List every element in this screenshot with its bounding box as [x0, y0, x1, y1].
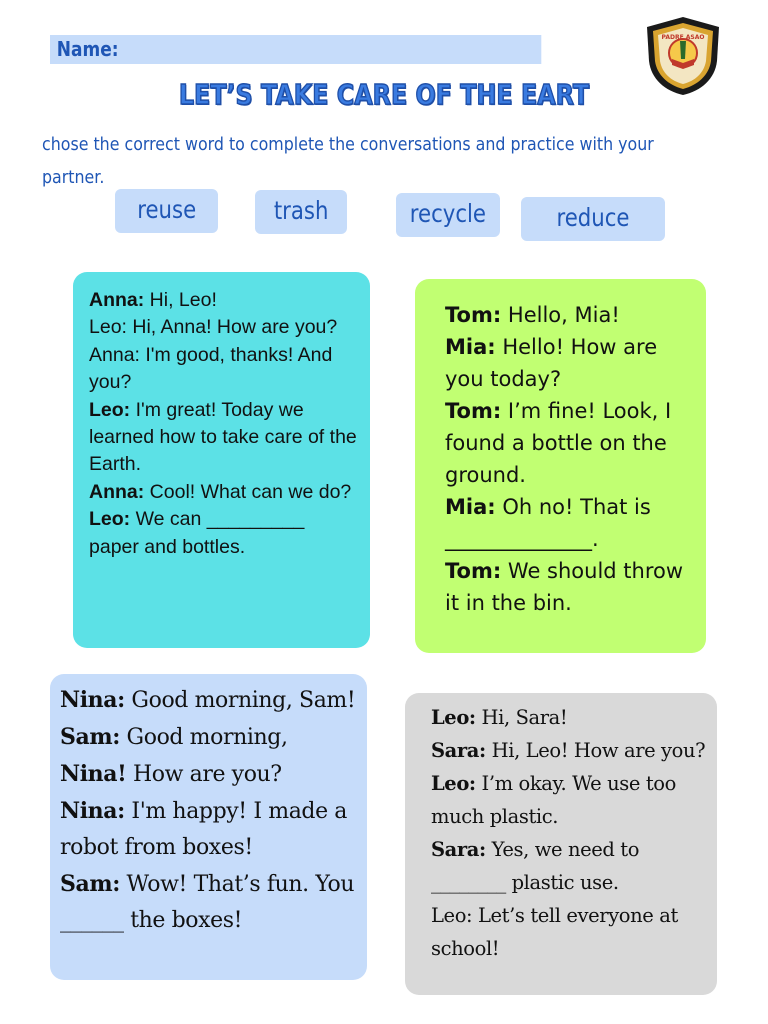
- dialogue-line: Sara: Yes, we need to ________ plastic use.: [431, 838, 640, 894]
- instructions-text: chose the correct word to complete the conversations and practice with your partner.: [42, 134, 654, 188]
- dialogue-line: Nina: I'm happy! I made a robot from boxes!: [60, 798, 348, 860]
- dialogue-line: Tom: We should throw it in the bin.: [445, 559, 684, 615]
- word-chip-reduce[interactable]: reduce: [521, 197, 665, 241]
- dialogue-line: Anna: Hi, Leo!: [89, 289, 217, 311]
- dialogue-line: Tom: Hello, Mia!: [445, 303, 620, 327]
- dialogue-line: Sara: Hi, Leo! How are you?: [431, 739, 706, 762]
- dialogue-line: Sam: Wow! That’s fun. You ______ the boxes!: [60, 871, 355, 933]
- dialogue-line: Leo: Hi, Sara!: [431, 706, 568, 729]
- dialogue-line: Nina: Good morning, Sam!: [60, 687, 356, 713]
- dialogue-card-nina-sam: [50, 674, 367, 980]
- badge-text: PADRE ASAO: [661, 34, 705, 41]
- word-chip-recycle[interactable]: recycle: [396, 193, 500, 237]
- word-chip-reuse[interactable]: reuse: [115, 189, 218, 233]
- dialogue-line: Anna: I'm good, thanks! And you?: [89, 343, 333, 394]
- dialogue-line: Anna: Cool! What can we do?: [89, 480, 352, 503]
- dialogue-line: Leo: We can _________ paper and bottles.: [89, 508, 305, 558]
- word-chip-trash[interactable]: trash: [255, 190, 347, 234]
- dialogue-card-tom-mia: [415, 279, 706, 653]
- dialogue-line: Mia: Oh no! That is ______________.: [445, 495, 651, 551]
- dialogue-card-leo-sara: [405, 693, 717, 995]
- dialogue-card-anna-leo: [73, 272, 370, 648]
- dialogue-line: Leo: Let’s tell everyone at school!: [431, 904, 678, 960]
- page-title: LET’S TAKE CARE OF THE EART: [178, 78, 590, 111]
- dialogue-line: Nina! How are you?: [60, 761, 282, 787]
- name-label: Name:: [56, 37, 119, 61]
- dialogue-line: Sam: Good morning,: [60, 724, 288, 750]
- dialogue-line: Mia: Hello! How are you today?: [445, 335, 658, 391]
- dialogue-line: Leo: Hi, Anna! How are you?: [89, 316, 338, 339]
- dialogue-line: Tom: I’m fine! Look, I found a bottle on the ground.: [445, 399, 672, 487]
- dialogue-line: Leo: I’m okay. We use too much plastic.: [431, 772, 676, 828]
- name-field[interactable]: [50, 35, 541, 64]
- dialogue-line: Leo: I'm great! Today we learned how to take care of the Earth.: [89, 398, 357, 476]
